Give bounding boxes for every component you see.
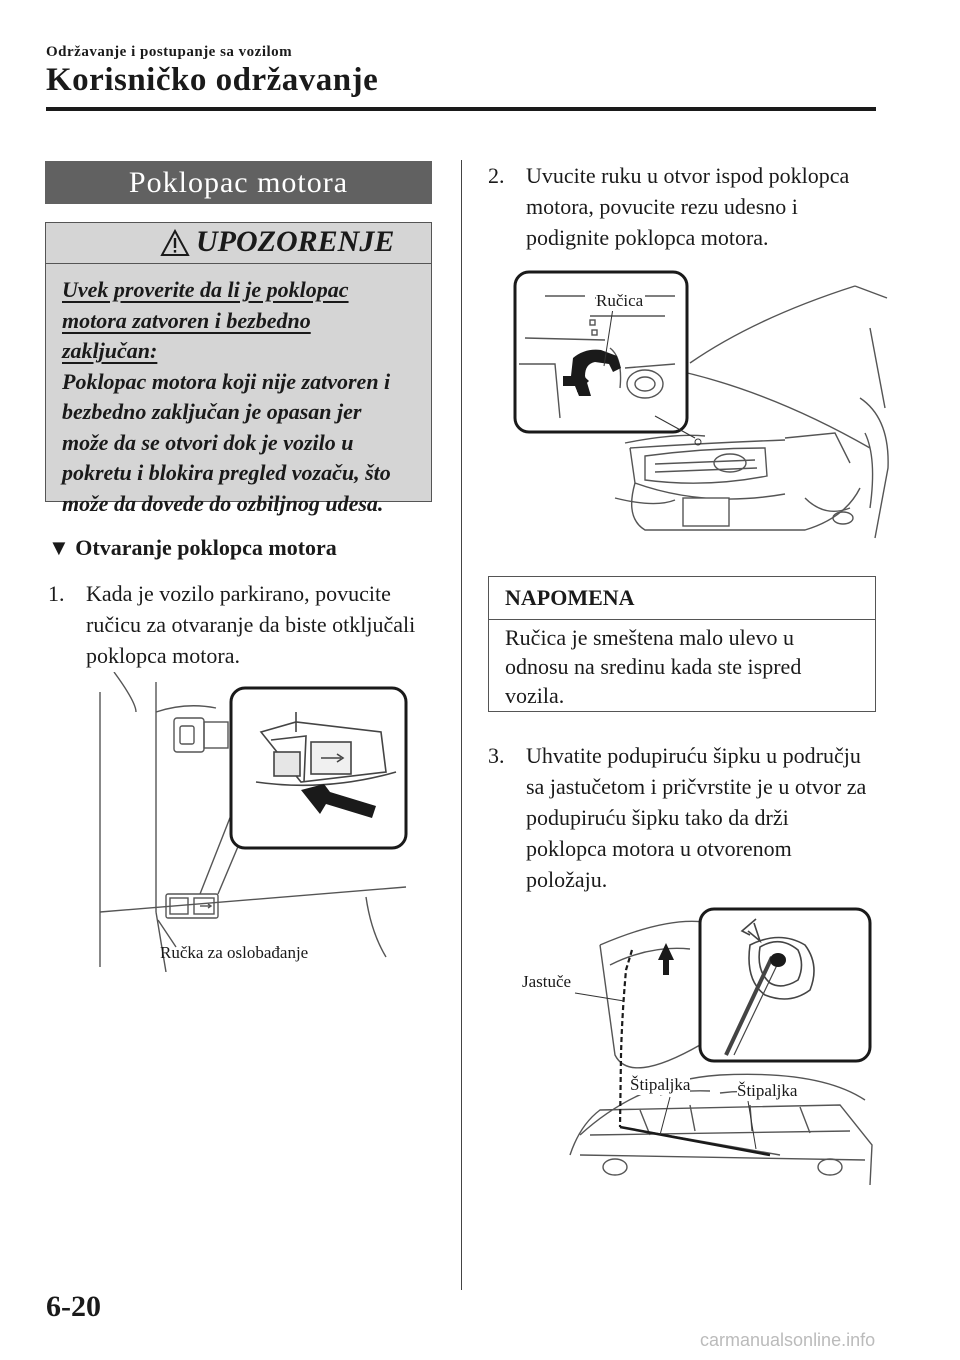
step-line: podignite poklopca motora. xyxy=(526,225,769,250)
step-number: 1. xyxy=(48,581,65,606)
step-line: podupiruću šipku tako da drži xyxy=(526,805,789,830)
subsection-heading xyxy=(48,535,337,561)
hood-release-lever-illustration xyxy=(96,672,416,972)
header-rule xyxy=(46,107,876,111)
warning-body-line: bezbedno zaključan je opasan jer xyxy=(62,399,362,424)
warning-lead-line: zaključan: xyxy=(62,338,158,363)
step-2 xyxy=(488,160,888,260)
triangle-down-icon: ▼ xyxy=(48,535,70,560)
release-lever-label: Ručka za oslobađanje xyxy=(160,943,309,962)
step-text xyxy=(526,740,866,895)
note-text xyxy=(505,623,801,710)
warning-triangle-icon xyxy=(160,229,190,257)
clip-label-2: Štipaljka xyxy=(737,1081,798,1100)
warning-lead-line: motora zatvoren i bezbedno xyxy=(62,307,311,333)
step-number: 2. xyxy=(488,163,505,188)
note-line: vozila. xyxy=(505,683,565,708)
step-line: sa jastučetom i pričvrstite je u otvor za xyxy=(526,774,867,799)
latch-label: Ručica xyxy=(596,291,644,310)
clip-label-1: Štipaljka xyxy=(630,1075,691,1094)
pad-label: Jastuče xyxy=(522,972,572,991)
step-text xyxy=(526,160,849,253)
warning-text xyxy=(62,275,427,519)
step-line: Uhvatite podupiruću šipku u području xyxy=(526,743,861,768)
step-line: ručicu za otvaranje da biste otključali xyxy=(86,612,416,637)
hood-latch-illustration xyxy=(505,268,890,558)
page-number: 6-20 xyxy=(46,1290,101,1323)
support-rod-illustration xyxy=(520,905,880,1190)
step-text xyxy=(86,578,415,671)
note-line: odnosu na sredinu kada ste ispred xyxy=(505,654,802,679)
subsection-title: Otvaranje poklopca motora xyxy=(75,535,337,560)
step-line: položaju. xyxy=(526,867,608,892)
warning-box xyxy=(45,222,432,516)
step-1 xyxy=(48,578,448,678)
warning-body-line: Poklopac motora koji nije zatvoren i xyxy=(62,368,391,394)
note-line: Ručica je smeštena malo ulevo u xyxy=(505,625,794,650)
warning-body-line: pokretu i blokira pregled vozaču, što xyxy=(62,460,391,485)
chapter-title: Korisničko održavanje xyxy=(46,62,379,98)
step-number: 3. xyxy=(488,743,505,768)
step-line: Uvucite ruku u otvor ispod poklopca xyxy=(526,163,850,188)
column-divider xyxy=(461,160,462,1290)
note-box xyxy=(488,576,876,712)
note-label: NAPOMENA xyxy=(489,577,875,620)
warning-header xyxy=(46,223,431,264)
step-line: Kada je vozilo parkirano, povucite xyxy=(86,581,391,606)
watermark: carmanualsonline.info xyxy=(700,1330,876,1350)
step-3 xyxy=(488,740,888,900)
warning-label: UPOZORENJE xyxy=(196,225,395,258)
warning-body-line: može da se otvori dok je vozilo u xyxy=(62,429,354,455)
step-line: motora, povucite rezu udesno i xyxy=(526,194,798,219)
running-header: Održavanje i postupanje sa vozilom xyxy=(46,44,293,60)
section-title: Poklopac motora xyxy=(45,161,432,204)
step-line: poklopca motora. xyxy=(86,643,240,668)
step-line: poklopca motora u otvorenom xyxy=(526,836,792,861)
warning-body-line: može da dovede do ozbiljnog udesa. xyxy=(62,490,384,516)
warning-lead-line: Uvek proverite da li je poklopac xyxy=(62,277,349,302)
